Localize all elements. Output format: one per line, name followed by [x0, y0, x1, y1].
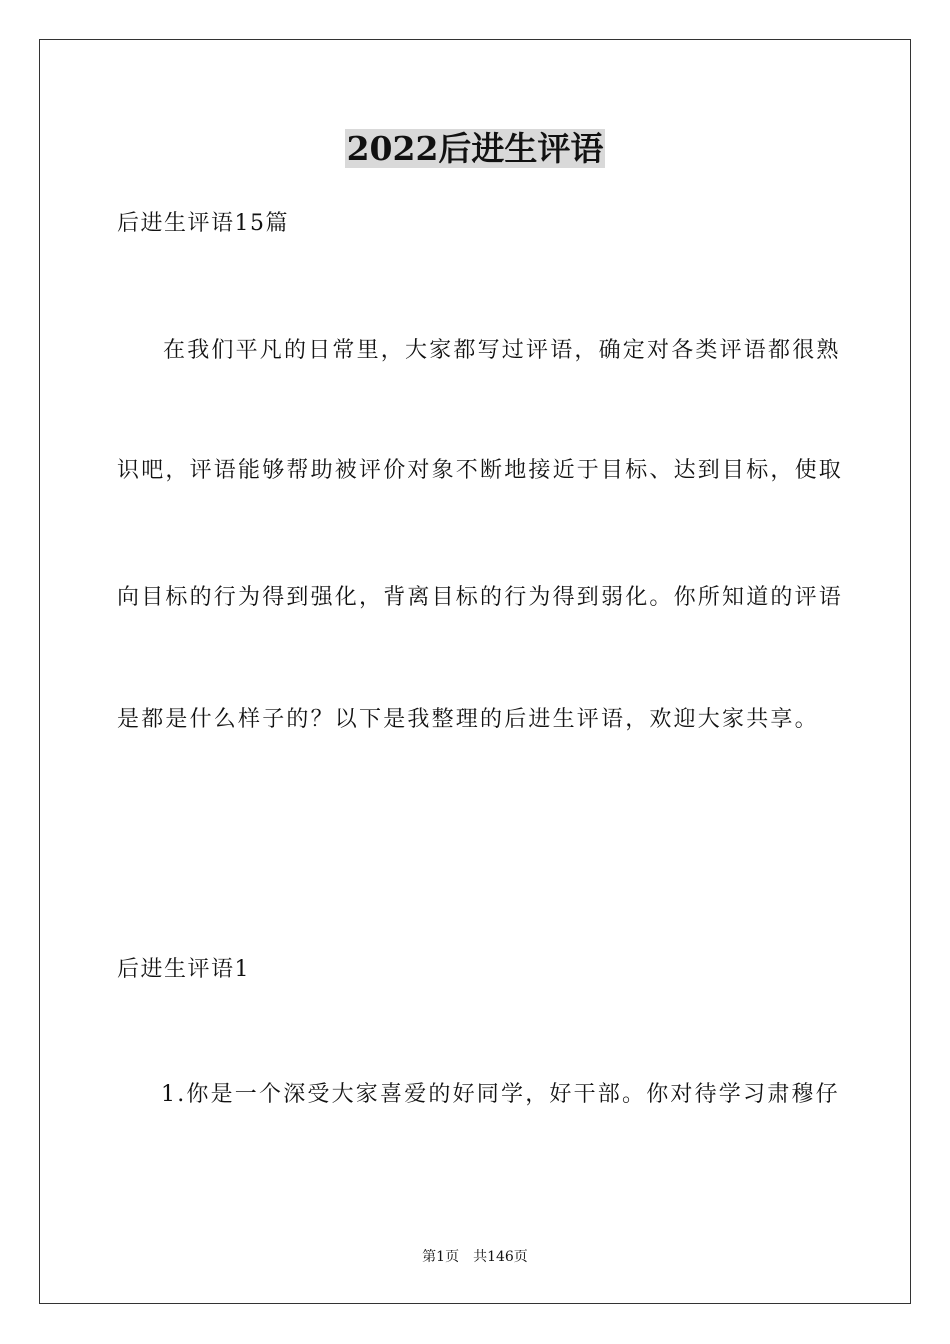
intro-paragraph-line: 向目标的行为得到强化，背离目标的行为得到弱化。你所知道的评语	[117, 585, 844, 610]
intro-paragraph-line: 在我们平凡的日常里，大家都写过评语，确定对各类评语都很熟	[163, 338, 841, 363]
intro-paragraph-line: 识吧，评语能够帮助被评价对象不断地接近于目标、达到目标，使取	[117, 458, 844, 483]
document-title	[0, 128, 950, 170]
document-subtitle: 后进生评语15篇	[117, 211, 289, 236]
page-number-footer: 第1页 共146页	[422, 1249, 528, 1265]
document-title-text: 2022后进生评语	[346, 129, 604, 168]
intro-paragraph-line: 是都是什么样子的？以下是我整理的后进生评语，欢迎大家共享。	[117, 707, 819, 732]
item-paragraph-line: 1.你是一个深受大家喜爱的好同学，好干部。你对待学习肃穆仔	[161, 1082, 840, 1107]
section-heading: 后进生评语1	[117, 957, 250, 982]
